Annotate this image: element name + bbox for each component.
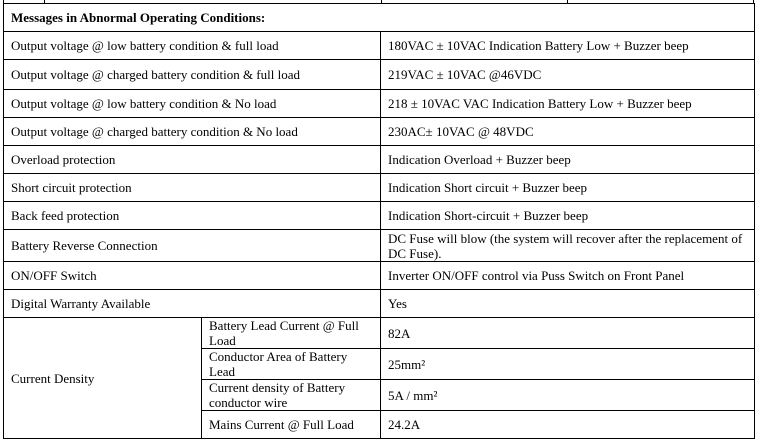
row-label: Battery Reverse Connection [4, 230, 381, 262]
current-density-item-value: 24.2A [381, 411, 755, 439]
table-row [4, 60, 755, 90]
table-row [4, 262, 755, 290]
row-value: Indication Overload + Buzzer beep [381, 146, 755, 174]
table-row [4, 32, 755, 60]
row-label: Overload protection [4, 146, 381, 174]
table-row [4, 202, 755, 230]
abnormal-conditions-table [3, 3, 755, 439]
table-row [4, 290, 755, 318]
row-value: 230AC± 10VAC @ 48VDC [381, 118, 755, 146]
row-label: Digital Warranty Available [4, 290, 381, 318]
current-density-item-label: Battery Lead Current @ Full Load [202, 318, 381, 349]
spec-page [3, 0, 754, 432]
row-value: Inverter ON/OFF control via Puss Switch on Front Panel [381, 262, 755, 290]
row-label: Back feed protection [4, 202, 381, 230]
row-label: Output voltage @ low battery condition & No load [4, 90, 381, 118]
current-density-item-value: 5A / mm² [381, 380, 755, 411]
row-value: Yes [381, 290, 755, 318]
current-density-item-label: Current density of Battery conductor wire [202, 380, 381, 411]
row-value: Indication Short-circuit + Buzzer beep [381, 202, 755, 230]
row-label: Output voltage @ charged battery condition & full load [4, 60, 381, 90]
current-density-row [4, 318, 755, 349]
row-label: Output voltage @ charged battery condition & No load [4, 118, 381, 146]
row-label: Output voltage @ low battery condition & full load [4, 32, 381, 60]
row-label: Short circuit protection [4, 174, 381, 202]
row-value: 219VAC ± 10VAC @46VDC [381, 60, 755, 90]
row-value: DC Fuse will blow (the system will recover after the replacement of DC Fuse). [381, 230, 755, 262]
current-density-item-label: Conductor Area of Battery Lead [202, 349, 381, 380]
row-label: ON/OFF Switch [4, 262, 381, 290]
current-density-item-value: 82A [381, 318, 755, 349]
row-value: 180VAC ± 10VAC Indication Battery Low + Buzzer beep [381, 32, 755, 60]
current-density-label: Current Density [4, 318, 202, 439]
table-row [4, 230, 755, 262]
current-density-item-value: 25mm² [381, 349, 755, 380]
section-title: Messages in Abnormal Operating Conditions: [4, 4, 755, 32]
table-row [4, 146, 755, 174]
current-density-item-label: Mains Current @ Full Load [202, 411, 381, 439]
table-row [4, 118, 755, 146]
table-row [4, 174, 755, 202]
table-row [4, 90, 755, 118]
row-value: 218 ± 10VAC VAC Indication Battery Low + Buzzer beep [381, 90, 755, 118]
section-header-row [4, 4, 755, 32]
row-value: Indication Short circuit + Buzzer beep [381, 174, 755, 202]
